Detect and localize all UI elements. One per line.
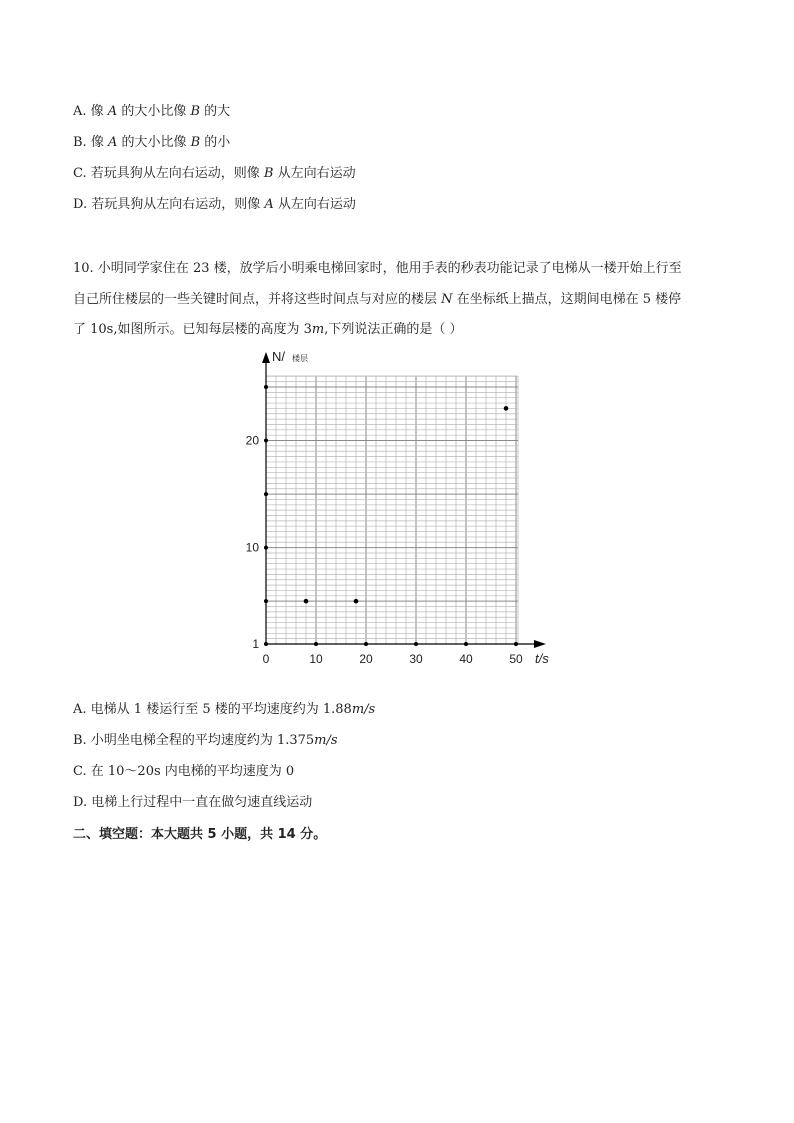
chart-ticks xyxy=(246,385,523,666)
x-tick-dot xyxy=(364,642,368,646)
option-b-prev: B. 像 A 的大小比像 B 的小 xyxy=(73,135,231,150)
option-a: A. 电梯从 1 楼运行至 5 楼的平均速度约为 1.88m/s xyxy=(73,702,376,717)
y-tick-dot xyxy=(264,385,268,389)
x-tick-label: 50 xyxy=(509,652,523,666)
x-tick-dot xyxy=(314,642,318,646)
x-tick-dot xyxy=(514,642,518,646)
section-2-heading: 二、填空题：本大题共 5 小题，共 14 分。 xyxy=(73,827,327,842)
x-tick-dot xyxy=(414,642,418,646)
x-tick-label: 20 xyxy=(359,652,373,666)
y-tick-dot xyxy=(264,439,268,443)
option-d-prev: D. 若玩具狗从左向右运动，则像 A 从左向右运动 xyxy=(73,197,356,212)
y-axis-unit: 楼层 xyxy=(292,354,308,363)
x-tick-dot xyxy=(264,642,268,646)
x-axis-arrow xyxy=(534,640,546,648)
option-c: C. 在 10～20s 内电梯的平均速度为 0 xyxy=(73,764,295,779)
y-axis-arrow xyxy=(262,352,270,363)
option-b: B. 小明坐电梯全程的平均速度约为 1.375m/s xyxy=(73,733,338,748)
option-a-prev: A. 像 A 的大小比像 B 的大 xyxy=(73,104,231,119)
data-point xyxy=(354,599,359,604)
y-tick-dot xyxy=(264,546,268,550)
q10-line-3: 了 10s,如图所示。已知每层楼的高度为 3m,下列说法正确的是（ ） xyxy=(73,322,463,337)
x-tick-label: 0 xyxy=(262,652,270,666)
data-point xyxy=(504,406,509,411)
data-point xyxy=(304,599,309,604)
x-tick-label: 30 xyxy=(409,652,423,666)
y-tick-label: 1 xyxy=(252,637,259,651)
x-tick-label: 10 xyxy=(309,652,323,666)
y-tick-dot xyxy=(264,492,268,496)
option-d: D. 电梯上行过程中一直在做匀速直线运动 xyxy=(73,795,313,810)
option-c-prev: C. 若玩具狗从左向右运动，则像 B 从左向右运动 xyxy=(73,166,356,181)
q10-line-1: 10. 小明同学家住在 23 楼，放学后小明乘电梯回家时，他用手表的秒表功能记录了电梯从一楼开始上行至 xyxy=(73,261,682,276)
y-tick-dot xyxy=(264,599,268,603)
chart-axes xyxy=(262,352,546,648)
chart-grid xyxy=(266,376,518,644)
x-tick-label: 40 xyxy=(459,652,473,666)
y-axis-label: N/ xyxy=(272,349,285,364)
y-tick-label: 10 xyxy=(245,540,259,555)
q10-line-2: 自己所住楼层的一些关键时间点，并将这些时间点与对应的楼层 N 在坐标纸上描点，这期间电梯在 5 楼停 xyxy=(73,292,682,307)
x-tick-dot xyxy=(464,642,468,646)
y-tick-label: 20 xyxy=(245,433,259,448)
x-axis-label: t/s xyxy=(535,651,549,666)
